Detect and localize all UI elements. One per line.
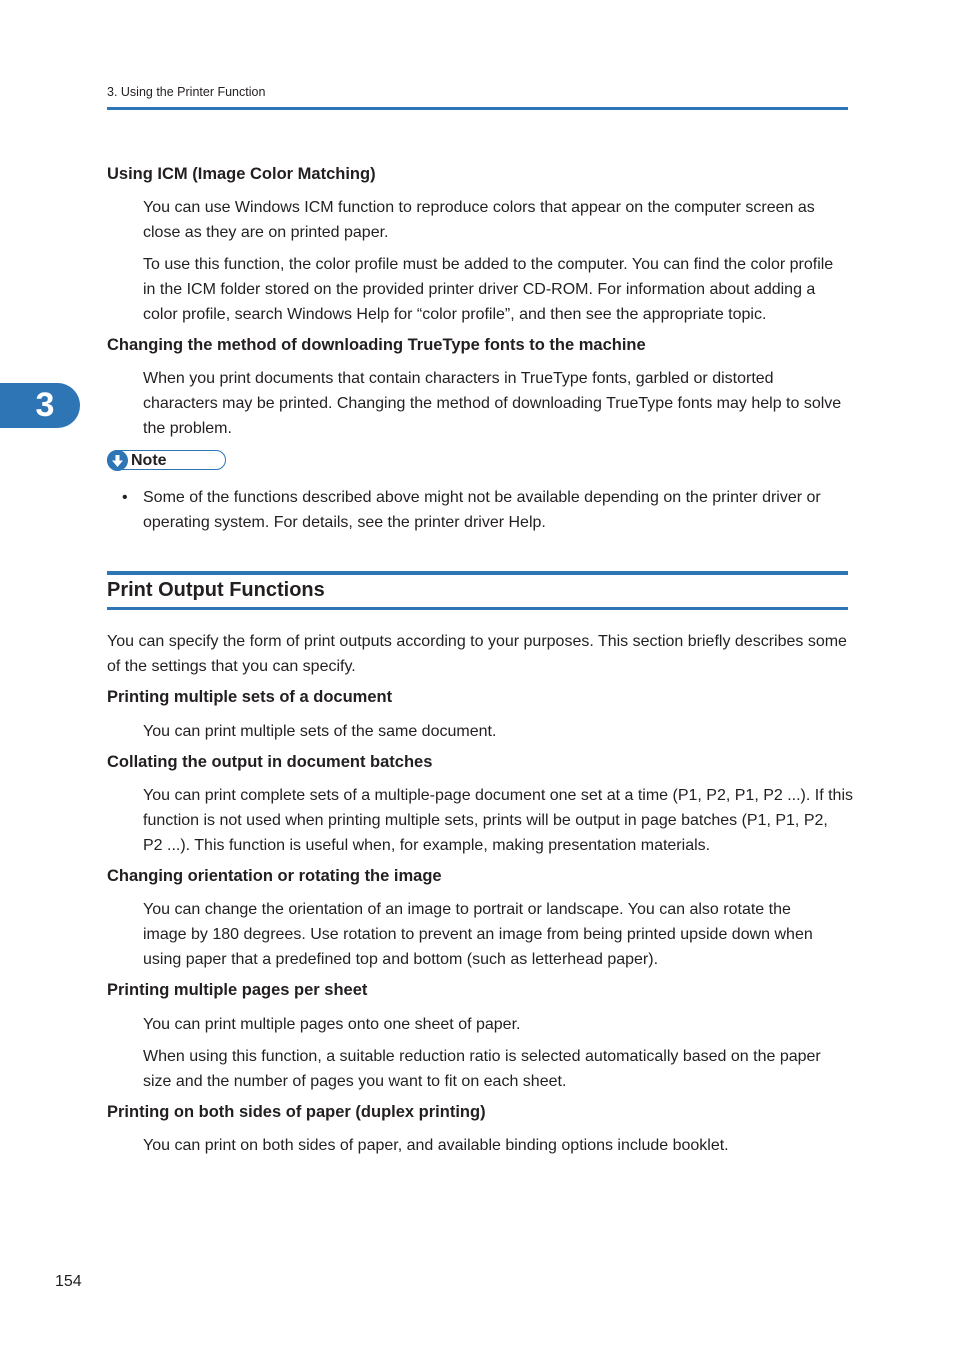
section-title: Print Output Functions <box>107 579 325 601</box>
down-arrow-icon <box>107 450 128 471</box>
collating-line2: function is not used when printing multiple sets, prints will be output in page batches (P1, P1, P2, <box>143 812 828 829</box>
running-header: 3. Using the Printer Function <box>107 85 266 99</box>
icm-para1-line1: You can use Windows ICM function to reproduce colors that appear on the computer screen as <box>143 199 815 216</box>
chapter-tab: 3 <box>0 383 80 428</box>
heading-multiple-sets: Printing multiple sets of a document <box>107 688 393 706</box>
header-rule <box>107 107 848 110</box>
collating-line1: You can print complete sets of a multiple-page document one set at a time (P1, P2, P1, P2 ...). If this <box>143 787 854 804</box>
note-line2: operating system. For details, see the printer driver Help. <box>143 514 546 531</box>
page-number: 154 <box>55 1273 82 1290</box>
multiple-pages-line1: You can print multiple pages onto one sheet of paper. <box>143 1016 521 1033</box>
icm-para2-line1: To use this function, the color profile must be added to the computer. You can find the color profile <box>143 256 834 273</box>
truetype-line1: When you print documents that contain characters in TrueType fonts, garbled or distorted <box>143 370 774 387</box>
icm-para2-line2: in the ICM folder stored on the provided printer driver CD-ROM. For information about adding a <box>143 281 816 298</box>
multiple-pages-line2: When using this function, a suitable reduction ratio is selected automatically based on the paper <box>143 1048 821 1065</box>
multiple-pages-line3: size and the number of pages you want to fit on each sheet. <box>143 1073 567 1090</box>
truetype-line2: characters may be printed. Changing the method of downloading TrueType fonts may help to solve <box>143 395 842 412</box>
orientation-line3: using paper that a predefined top and bottom (such as letterhead paper). <box>143 951 659 968</box>
orientation-line1: You can change the orientation of an image to portrait or landscape. You can also rotate the <box>143 901 791 918</box>
heading-using-icm: Using ICM (Image Color Matching) <box>107 165 376 183</box>
icm-para2-line3: color profile, search Windows Help for “color profile”, and then see the appropriate topic. <box>143 306 767 323</box>
intro-line2: of the settings that you can specify. <box>107 658 356 675</box>
heading-orientation: Changing orientation or rotating the image <box>107 867 442 885</box>
orientation-line2: image by 180 degrees. Use rotation to prevent an image from being printed upside down when <box>143 926 813 943</box>
icm-para1-line2: close as they are on printed paper. <box>143 224 389 241</box>
intro-line1: You can specify the form of print outputs according to your purposes. This section briefly describes some <box>107 633 847 650</box>
section-rule-top <box>107 571 848 575</box>
duplex-line1: You can print on both sides of paper, and available binding options include booklet. <box>143 1137 729 1154</box>
truetype-line3: the problem. <box>143 420 232 437</box>
bullet-marker: • <box>122 489 128 506</box>
collating-line3: P2 ...). This function is useful when, for example, making presentation materials. <box>143 837 711 854</box>
heading-multiple-pages: Printing multiple pages per sheet <box>107 981 368 999</box>
note-label: Note <box>131 452 167 469</box>
heading-collating: Collating the output in document batches <box>107 753 433 771</box>
multiple-sets-line1: You can print multiple sets of the same document. <box>143 723 497 740</box>
heading-truetype: Changing the method of downloading TrueType fonts to the machine <box>107 336 646 354</box>
section-rule-bottom <box>107 607 848 610</box>
note-line1: Some of the functions described above might not be available depending on the printer driver or <box>143 489 821 506</box>
note-badge <box>107 450 226 470</box>
heading-duplex: Printing on both sides of paper (duplex printing) <box>107 1103 486 1121</box>
